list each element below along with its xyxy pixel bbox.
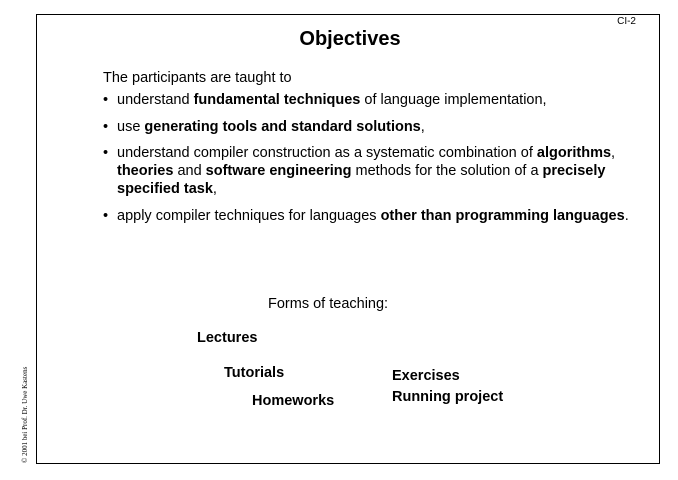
objective-text: understand compiler construction as a systematic combination of xyxy=(117,145,537,161)
objective-text: and xyxy=(173,163,206,179)
page-id: CI-2 xyxy=(617,16,636,27)
teaching-exercises: Exercises xyxy=(392,368,460,384)
teaching-tutorials: Tutorials xyxy=(224,365,285,381)
objective-text: theories xyxy=(117,163,174,179)
objective-text: algorithms xyxy=(536,145,612,161)
objectives-list xyxy=(102,91,642,233)
objective-item xyxy=(102,91,642,109)
objective-text: other than programming languages xyxy=(380,207,625,224)
objective-text: , xyxy=(212,181,217,197)
bullet-icon: • xyxy=(103,207,109,224)
teaching-running-project: Running project xyxy=(392,389,504,405)
objective-text: , xyxy=(420,118,425,135)
bullet-icon: • xyxy=(103,92,109,108)
objective-text: use xyxy=(117,118,145,135)
objective-text: generating tools and standard solutions xyxy=(144,118,421,135)
teaching-lectures: Lectures xyxy=(197,330,258,346)
objective-text: understand xyxy=(117,92,194,108)
objective-text: . xyxy=(624,207,629,224)
teaching-label: Forms of teaching: xyxy=(268,296,389,312)
objective-text: , xyxy=(611,145,616,161)
objective-text: software engineering xyxy=(205,163,352,179)
objective-text: methods for the solution of a xyxy=(351,163,543,179)
objective-text: fundamental techniques xyxy=(193,92,361,108)
objective-text: apply compiler techniques for languages xyxy=(117,207,381,224)
objective-item xyxy=(102,207,642,225)
page-title: Objectives xyxy=(299,28,401,50)
objective-item xyxy=(102,144,642,198)
copyright-note: © 2001 bei Prof. Dr. Uwe Kastens xyxy=(21,366,29,463)
intro-text: The participants are taught to xyxy=(103,70,292,86)
objective-text: precisely specified task xyxy=(117,163,606,197)
objective-item xyxy=(102,118,642,136)
bullet-icon: • xyxy=(103,118,109,135)
teaching-homeworks: Homeworks xyxy=(252,393,335,409)
objective-text: of language implementation, xyxy=(360,92,547,108)
bullet-icon: • xyxy=(103,145,109,161)
